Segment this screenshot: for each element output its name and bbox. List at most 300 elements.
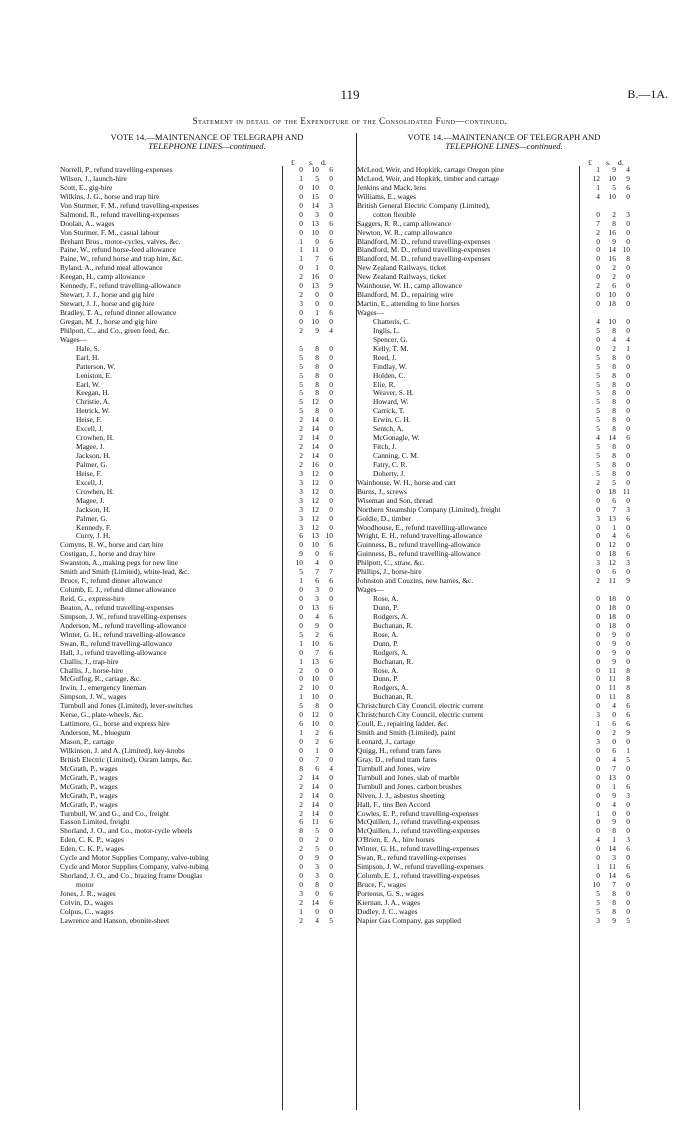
pence-unit: d. bbox=[321, 158, 327, 167]
amount-shillings: 8 bbox=[612, 361, 616, 371]
amount-pence: 0 bbox=[329, 880, 333, 889]
amount-pence: 0 bbox=[329, 620, 333, 630]
amount-pence: 0 bbox=[329, 558, 333, 568]
entry-name: Anderson, M., refund travelling-allowance bbox=[60, 621, 187, 630]
amount-pounds: 0 bbox=[596, 647, 600, 657]
amount-pence: 5 bbox=[626, 915, 630, 925]
entry-name: Jenkins and Mack, lens bbox=[357, 183, 426, 192]
amount-shillings: 4 bbox=[315, 611, 319, 621]
amount-pence: 6 bbox=[329, 611, 333, 621]
amount-shillings: 8 bbox=[612, 218, 616, 228]
entry-name: Blandford, M. D., refund travelling-expenses bbox=[357, 255, 491, 264]
amount-pence: 6 bbox=[329, 638, 333, 648]
amount-shillings: 8 bbox=[315, 352, 319, 362]
amount-pounds: 3 bbox=[299, 477, 303, 487]
ledger-row bbox=[60, 863, 354, 872]
amount-pence: 6 bbox=[329, 817, 333, 827]
amount-pounds: 5 bbox=[596, 888, 600, 898]
ledger-row bbox=[60, 899, 354, 908]
ledger-row bbox=[357, 381, 651, 390]
entry-name: Excell, J. bbox=[76, 478, 104, 487]
amount-shillings: 16 bbox=[608, 227, 616, 237]
amount-pence: 0 bbox=[626, 880, 630, 889]
amount-pence: 0 bbox=[626, 227, 630, 237]
amount-shillings: 10 bbox=[608, 191, 616, 201]
amount-pence: 0 bbox=[329, 379, 333, 389]
ledger-row bbox=[60, 246, 354, 255]
ledger-row bbox=[357, 452, 651, 461]
amount-pence: 3 bbox=[626, 209, 630, 219]
ledger-row bbox=[357, 908, 651, 917]
ledger-row bbox=[357, 202, 651, 211]
amount-pounds: 0 bbox=[299, 710, 303, 720]
amount-shillings: 0 bbox=[315, 888, 319, 898]
ledger-row bbox=[357, 389, 651, 398]
amount-shillings: 7 bbox=[315, 567, 319, 577]
entry-name: Jackson, H. bbox=[76, 452, 111, 460]
amount-pounds: 5 bbox=[596, 459, 600, 469]
entry-name: Challis, J., trap-hire bbox=[60, 657, 119, 666]
amount-shillings: 10 bbox=[311, 683, 319, 693]
amount-pounds: 0 bbox=[596, 334, 600, 344]
amount-pounds: 2 bbox=[299, 451, 303, 460]
right-heading-line2: TELEPHONE LINES—continued. bbox=[445, 141, 563, 151]
entry-name: Williams, E., wages bbox=[357, 192, 417, 201]
amount-shillings: 8 bbox=[612, 897, 616, 907]
entry-name: Costigan, J., horse and dray hire bbox=[60, 550, 156, 559]
amount-pence: 8 bbox=[626, 674, 630, 684]
ledger-row bbox=[60, 675, 354, 684]
amount-pence: 0 bbox=[626, 772, 630, 782]
amount-shillings: 6 bbox=[612, 495, 616, 505]
amount-shillings: 13 bbox=[311, 531, 319, 541]
amount-pounds: 5 bbox=[596, 379, 600, 389]
amount-shillings: 14 bbox=[311, 200, 319, 210]
ledger-row bbox=[357, 810, 651, 819]
ledger-row bbox=[357, 184, 651, 193]
amount-pounds: 5 bbox=[299, 406, 303, 416]
ledger-row bbox=[357, 193, 651, 202]
ledger-row bbox=[357, 667, 651, 676]
amount-pence: 3 bbox=[626, 558, 630, 568]
amount-pence: 0 bbox=[626, 406, 630, 416]
amount-pounds: 2 bbox=[596, 477, 600, 487]
amount-shillings: 11 bbox=[608, 862, 616, 872]
amount-pence: 0 bbox=[329, 182, 333, 192]
amount-shillings: 9 bbox=[612, 790, 616, 800]
amount-pounds: 0 bbox=[299, 165, 303, 174]
amount-shillings: 16 bbox=[311, 272, 319, 282]
amount-shillings: 14 bbox=[311, 433, 319, 443]
entry-name: Dunn, P. bbox=[373, 675, 399, 684]
amount-shillings: 9 bbox=[612, 647, 616, 657]
ledger-row bbox=[60, 568, 354, 577]
amount-pounds: 10 bbox=[295, 558, 303, 568]
entry-name: New Zealand Railways, ticket bbox=[357, 264, 447, 273]
amount-pence: 6 bbox=[329, 602, 333, 612]
amount-shillings: 1 bbox=[315, 745, 319, 755]
ledger-row bbox=[60, 381, 354, 390]
amount-pence: 0 bbox=[329, 272, 333, 282]
ledger-row bbox=[60, 702, 354, 711]
amount-pounds: 2 bbox=[299, 290, 303, 300]
amount-pounds: 0 bbox=[299, 674, 303, 684]
amount-pounds: 0 bbox=[299, 209, 303, 219]
amount-pence: 0 bbox=[626, 817, 630, 827]
entry-name: New Zealand Railways, ticket bbox=[357, 273, 447, 282]
ledger-row bbox=[60, 211, 354, 220]
entry-name: Christchurch City Council, electric current bbox=[357, 702, 484, 711]
ledger-row bbox=[357, 899, 651, 908]
ledger-row bbox=[60, 255, 354, 264]
ledger-row bbox=[60, 497, 354, 506]
amount-shillings: 11 bbox=[608, 674, 616, 684]
amount-pence: 0 bbox=[329, 781, 333, 791]
entry-name: Buchanan, R. bbox=[373, 693, 414, 702]
amount-shillings: 12 bbox=[311, 477, 319, 487]
amount-shillings: 12 bbox=[311, 513, 319, 523]
amount-pence: 11 bbox=[622, 486, 630, 496]
amount-pence: 6 bbox=[626, 182, 630, 192]
amount-shillings: 1 bbox=[315, 263, 319, 273]
entry-name: Fatry, C. R. bbox=[373, 460, 408, 469]
amount-pounds: 3 bbox=[596, 710, 600, 720]
amount-pounds: 2 bbox=[299, 915, 303, 925]
amount-pounds: 2 bbox=[299, 272, 303, 282]
entry-name: Elie, R. bbox=[373, 380, 396, 389]
amount-pence: 0 bbox=[626, 370, 630, 380]
amount-pounds: 0 bbox=[299, 835, 303, 845]
amount-pounds: 5 bbox=[596, 897, 600, 907]
amount-pence: 0 bbox=[329, 263, 333, 273]
entry-name: Hall, J., refund travelling-allowance bbox=[60, 648, 167, 657]
amount-shillings: 8 bbox=[315, 701, 319, 711]
amount-pence: 0 bbox=[626, 853, 630, 863]
entry-name: Easson Limited, freight bbox=[60, 818, 130, 827]
entry-name: Wilkinson, J. and A. (Limited), key-knobs bbox=[60, 746, 185, 755]
amount-pounds: 6 bbox=[299, 531, 303, 541]
ledger-row bbox=[60, 354, 354, 363]
ledger-row bbox=[357, 398, 651, 407]
ledger-row bbox=[60, 282, 354, 291]
amount-pounds: 1 bbox=[299, 245, 303, 255]
amount-pence: 0 bbox=[626, 191, 630, 201]
ledger-row bbox=[60, 756, 354, 765]
amount-pence: 0 bbox=[626, 299, 630, 309]
amount-shillings: 4 bbox=[315, 558, 319, 568]
entry-name: Columb, E. J., refund travelling-expenses bbox=[357, 872, 480, 881]
amount-pounds: 0 bbox=[299, 540, 303, 550]
amount-pence: 8 bbox=[626, 683, 630, 693]
ledger-row bbox=[60, 684, 354, 693]
entry-name: Winter, G. H., refund travelling-allowance bbox=[60, 630, 186, 639]
ledger-row bbox=[60, 372, 354, 381]
entry-name: Eden, C. K. P., wages bbox=[60, 836, 124, 845]
statement-title: Statement in detail of the Expenditure of the Consolidated Fund—continued. bbox=[192, 116, 508, 126]
entry-name: Leniston, E. bbox=[76, 371, 112, 380]
amount-pence: 0 bbox=[626, 388, 630, 398]
amount-pence: 4 bbox=[626, 334, 630, 344]
amount-pence: 0 bbox=[329, 415, 333, 425]
ledger-row bbox=[60, 327, 354, 336]
ledger-row bbox=[60, 559, 354, 568]
amount-shillings: 9 bbox=[612, 656, 616, 666]
amount-pounds: 5 bbox=[299, 701, 303, 711]
entry-name: Quigg, H., refund tram fares bbox=[357, 746, 441, 755]
amount-shillings: 2 bbox=[612, 263, 616, 273]
amount-shillings: 8 bbox=[612, 888, 616, 898]
ledger-row bbox=[60, 693, 354, 702]
ledger-row bbox=[60, 336, 354, 345]
entry-name: Holden, C. bbox=[373, 371, 406, 380]
entry-name: Spencer, G. bbox=[373, 335, 408, 344]
entry-name: McGrath, P., wages bbox=[60, 764, 118, 773]
entry-name: Cycle and Motor Supplies Company, valve-tubing bbox=[60, 863, 209, 872]
amount-pence: 0 bbox=[626, 379, 630, 389]
amount-shillings: 8 bbox=[612, 352, 616, 362]
entry-name: Buchanan, R. bbox=[373, 621, 414, 630]
amount-pounds: 0 bbox=[596, 701, 600, 711]
amount-shillings: 14 bbox=[608, 433, 616, 443]
amount-pounds: 0 bbox=[299, 871, 303, 881]
amount-shillings: 12 bbox=[608, 540, 616, 550]
amount-shillings: 11 bbox=[608, 683, 616, 693]
amount-shillings: 10 bbox=[311, 674, 319, 684]
entry-name: Mason, P., cartage bbox=[60, 738, 114, 746]
amount-pounds: 0 bbox=[596, 772, 600, 782]
amount-shillings: 8 bbox=[612, 442, 616, 452]
entry-name: Newton, W. R., camp allowance bbox=[357, 228, 453, 237]
amount-shillings: 2 bbox=[315, 835, 319, 845]
amount-pounds: 0 bbox=[299, 602, 303, 612]
amount-shillings: 14 bbox=[311, 808, 319, 818]
amount-shillings: 8 bbox=[612, 906, 616, 916]
ledger-row bbox=[60, 389, 354, 398]
entry-name: Rodgers, A. bbox=[373, 612, 409, 621]
amount-pence: 6 bbox=[626, 862, 630, 872]
amount-shillings: 11 bbox=[608, 665, 616, 675]
amount-shillings: 10 bbox=[311, 540, 319, 550]
amount-pounds: 5 bbox=[596, 325, 600, 335]
amount-pence: 6 bbox=[329, 236, 333, 246]
amount-pounds: 0 bbox=[299, 281, 303, 291]
ledger-row bbox=[357, 756, 651, 765]
amount-pence: 0 bbox=[626, 415, 630, 425]
amount-pounds: 0 bbox=[596, 611, 600, 621]
amount-shillings: 10 bbox=[311, 227, 319, 237]
ledger-row bbox=[60, 264, 354, 273]
amount-pounds: 0 bbox=[299, 611, 303, 621]
amount-pence: 3 bbox=[329, 200, 333, 210]
entry-name: Phillips, J., horse-hire bbox=[357, 568, 422, 577]
amount-pounds: 1 bbox=[299, 638, 303, 648]
amount-pence: 1 bbox=[626, 343, 630, 353]
amount-pence: 6 bbox=[626, 513, 630, 523]
amount-shillings: 1 bbox=[315, 308, 319, 317]
ledger-row bbox=[357, 917, 651, 926]
amount-pence: 0 bbox=[626, 620, 630, 630]
amount-pence: 0 bbox=[329, 173, 333, 183]
ledger-row bbox=[357, 354, 651, 363]
amount-pence: 6 bbox=[329, 549, 333, 559]
amount-pence: 0 bbox=[329, 719, 333, 729]
pounds-unit: £ bbox=[588, 158, 592, 167]
amount-shillings: 5 bbox=[612, 182, 616, 192]
entry-name: Keegan, H. bbox=[76, 389, 110, 398]
amount-pounds: 5 bbox=[596, 361, 600, 371]
amount-pounds: 0 bbox=[596, 549, 600, 559]
entry-name: Bruce, F., refund dinner allowance bbox=[60, 577, 163, 586]
amount-shillings: 8 bbox=[612, 424, 616, 434]
amount-pounds: 0 bbox=[299, 745, 303, 755]
amount-pounds: 0 bbox=[596, 263, 600, 273]
amount-pounds: 4 bbox=[596, 316, 600, 326]
amount-pounds: 0 bbox=[596, 844, 600, 854]
amount-shillings: 2 bbox=[315, 629, 319, 639]
ledger-row bbox=[60, 711, 354, 720]
amount-pounds: 2 bbox=[299, 442, 303, 452]
entry-name: McQuillen, J., refund travelling-expenses bbox=[357, 818, 480, 827]
amount-pence: 0 bbox=[626, 442, 630, 452]
entry-name: McGuffog, R., cartage, &c. bbox=[60, 675, 142, 684]
amount-shillings: 12 bbox=[311, 710, 319, 720]
amount-pence: 6 bbox=[329, 656, 333, 666]
amount-shillings: 14 bbox=[608, 245, 616, 255]
amount-pence: 0 bbox=[329, 227, 333, 237]
entry-name: Hale, S. bbox=[76, 344, 100, 353]
ledger-row bbox=[60, 783, 354, 792]
amount-pounds: 4 bbox=[596, 433, 600, 443]
amount-pounds: 1 bbox=[299, 656, 303, 666]
entry-name: Canning, C. M. bbox=[373, 452, 419, 460]
amount-pence: 0 bbox=[329, 451, 333, 460]
amount-pounds: 3 bbox=[299, 299, 303, 309]
amount-pence: 0 bbox=[626, 799, 630, 809]
amount-shillings: 7 bbox=[315, 647, 319, 657]
amount-pence: 0 bbox=[329, 674, 333, 684]
amount-pounds: 0 bbox=[596, 799, 600, 809]
ledger-row bbox=[60, 291, 354, 300]
amount-pounds: 4 bbox=[596, 191, 600, 201]
amount-pence: 0 bbox=[626, 316, 630, 326]
amount-shillings: 13 bbox=[311, 656, 319, 666]
ledger-row bbox=[357, 434, 651, 443]
amount-pence: 6 bbox=[626, 871, 630, 881]
entry-name: Fitch, J. bbox=[373, 443, 397, 452]
ledger-row bbox=[357, 631, 651, 640]
amount-shillings: 14 bbox=[311, 897, 319, 907]
amount-pence: 0 bbox=[329, 710, 333, 720]
amount-pounds: 0 bbox=[596, 763, 600, 773]
amount-pounds: 0 bbox=[596, 504, 600, 514]
ledger-row bbox=[60, 532, 354, 541]
amount-shillings: 10 bbox=[608, 290, 616, 300]
entry-name: Paine, W., refund horse-feed allowance bbox=[60, 246, 176, 255]
amount-pence: 0 bbox=[626, 611, 630, 621]
amount-pounds: 0 bbox=[596, 656, 600, 666]
amount-pence: 0 bbox=[626, 602, 630, 612]
amount-pounds: 0 bbox=[299, 182, 303, 192]
left-column bbox=[60, 132, 354, 925]
amount-shillings: 13 bbox=[311, 602, 319, 612]
amount-shillings: 10 bbox=[608, 173, 616, 183]
ledger-row bbox=[60, 229, 354, 238]
entry-name: Shorland, J. O., and Co., motor-cycle wheels bbox=[60, 827, 193, 836]
amount-pence: 0 bbox=[329, 692, 333, 702]
entry-name: Niven, J. J., asbestos sheeting bbox=[357, 791, 445, 800]
entry-name: Gray, D., refund tram fares bbox=[357, 755, 437, 764]
entry-name: McQuillen, J., refund travelling-expenses bbox=[357, 827, 480, 836]
amount-shillings: 13 bbox=[311, 218, 319, 228]
amount-pence: 4 bbox=[329, 763, 333, 773]
entry-name: Rodgers, A. bbox=[373, 648, 409, 657]
ledger-row bbox=[60, 667, 354, 676]
amount-pounds: 0 bbox=[299, 585, 303, 595]
right-column-heading bbox=[357, 133, 651, 151]
amount-pounds: 3 bbox=[596, 915, 600, 925]
entry-name: Napier Gas Company, gas supplied bbox=[357, 916, 461, 925]
entry-name: Hetrick, W. bbox=[76, 407, 110, 416]
amount-pence: 0 bbox=[626, 468, 630, 478]
amount-shillings: 11 bbox=[608, 692, 616, 702]
entry-name: Palmer, G. bbox=[76, 514, 108, 523]
amount-pence: 0 bbox=[329, 522, 333, 532]
ledger-row bbox=[60, 586, 354, 595]
entry-name: Comyns, R. W., horse and cart hire bbox=[60, 541, 164, 550]
amount-pence: 0 bbox=[626, 638, 630, 648]
amount-pence: 0 bbox=[329, 388, 333, 398]
amount-shillings: 4 bbox=[315, 915, 319, 925]
amount-pounds: 3 bbox=[299, 486, 303, 496]
amount-shillings: 18 bbox=[608, 602, 616, 612]
amount-shillings: 8 bbox=[315, 880, 319, 889]
ledger-row bbox=[60, 479, 354, 488]
right-heading-line1: VOTE 14.—MAINTENANCE OF TELEGRAPH AND bbox=[407, 132, 601, 142]
amount-shillings: 14 bbox=[311, 415, 319, 425]
ledger-row bbox=[357, 246, 651, 255]
amount-pounds: 0 bbox=[596, 754, 600, 764]
amount-pence: 0 bbox=[329, 754, 333, 764]
ledger-row bbox=[357, 684, 651, 693]
amount-shillings: 6 bbox=[612, 745, 616, 755]
amount-pence: 6 bbox=[626, 844, 630, 854]
amount-shillings: 12 bbox=[311, 522, 319, 532]
amount-pounds: 1 bbox=[596, 719, 600, 729]
ledger-row bbox=[357, 506, 651, 515]
amount-pounds: 0 bbox=[596, 531, 600, 541]
amount-pence: 0 bbox=[329, 844, 333, 854]
entry-name: Wages— bbox=[60, 335, 87, 344]
amount-pence: 0 bbox=[626, 352, 630, 362]
amount-pence: 0 bbox=[329, 871, 333, 881]
amount-pence: 9 bbox=[329, 281, 333, 291]
amount-pounds: 2 bbox=[299, 897, 303, 907]
ledger-row bbox=[60, 720, 354, 729]
amount-pounds: 5 bbox=[299, 352, 303, 362]
amount-pence: 0 bbox=[626, 325, 630, 335]
entry-name: Saggers, R. R., camp allowance bbox=[357, 219, 451, 228]
amount-pence: 6 bbox=[329, 728, 333, 738]
pounds-unit: £ bbox=[291, 158, 295, 167]
amount-shillings: 14 bbox=[311, 424, 319, 434]
ledger-row bbox=[357, 738, 651, 747]
ledger-row bbox=[60, 738, 354, 747]
entry-name: Heise, F. bbox=[76, 416, 102, 425]
entry-name: Jackson, H. bbox=[76, 505, 111, 514]
amount-shillings: 9 bbox=[315, 853, 319, 863]
ledger-row bbox=[60, 184, 354, 193]
ledger-row bbox=[60, 774, 354, 783]
